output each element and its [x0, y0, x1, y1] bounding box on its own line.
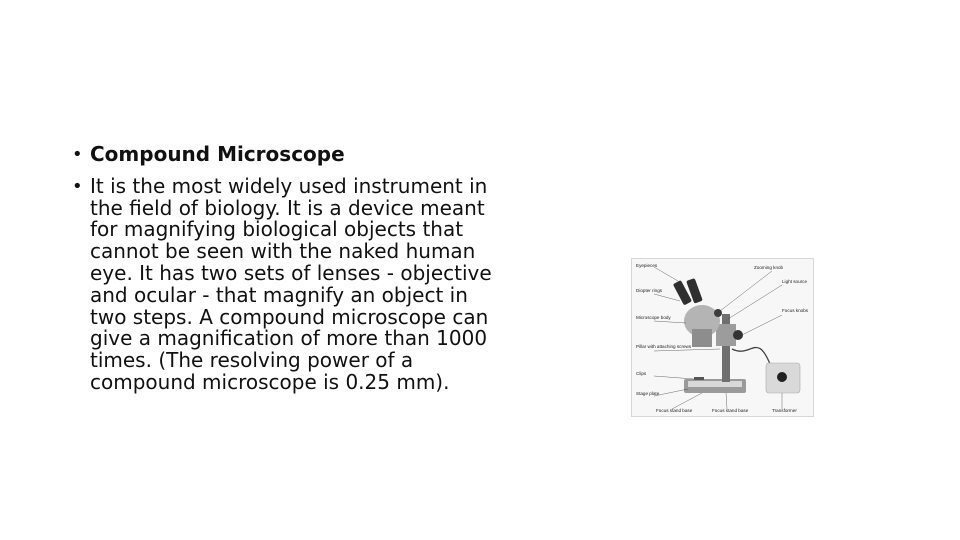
- label-pillar: Pillar with attaching screws: [636, 344, 692, 349]
- label-transformer: Transformer: [772, 408, 797, 413]
- transformer-knob-shape: [777, 372, 787, 382]
- bullet-list: [72, 144, 492, 404]
- clips-shape: [694, 377, 704, 380]
- label-stage-plate: Stage plate: [636, 391, 660, 396]
- label-focus-stand-base-2: Focus stand base: [712, 408, 749, 413]
- label-focus-stand-base: Focus stand base: [656, 408, 693, 413]
- objective-shape: [692, 329, 712, 347]
- focus-knob-shape: [733, 330, 743, 340]
- label-diopter-rings: Diopter rings: [636, 288, 663, 293]
- label-zooming-knob: Zooming knob: [754, 265, 784, 270]
- bullet-dot-icon: •: [72, 175, 83, 197]
- bullet-item-title: [72, 144, 492, 166]
- bullet-item-description: [72, 173, 492, 394]
- bullet-dot-icon: •: [72, 144, 83, 165]
- label-microscope-body: Microscope body: [636, 315, 671, 320]
- microscope-diagram: [631, 258, 814, 417]
- stage-plate-shape: [688, 381, 742, 387]
- microscope-illustration: [632, 259, 813, 416]
- label-clips: Clips: [636, 371, 647, 376]
- label-focus-knobs: Focus knobs: [782, 308, 809, 313]
- slide-heading: Compound Microscope: [90, 142, 345, 166]
- label-light-source: Light source: [782, 279, 808, 284]
- label-eyepieces: Eyepieces: [636, 263, 658, 268]
- slide-body-text: It is the most widely used instrument in the field of biology. It is a device meant for magnifying biological objects that cannot be seen with the naked human eye. It has two sets of lenses - objective and ocular - that magnify an object in two steps. A compound microscope can give a magnification of more than 1000 times. (The resolving power of a compound microscope is 0.25 mm).: [90, 173, 492, 394]
